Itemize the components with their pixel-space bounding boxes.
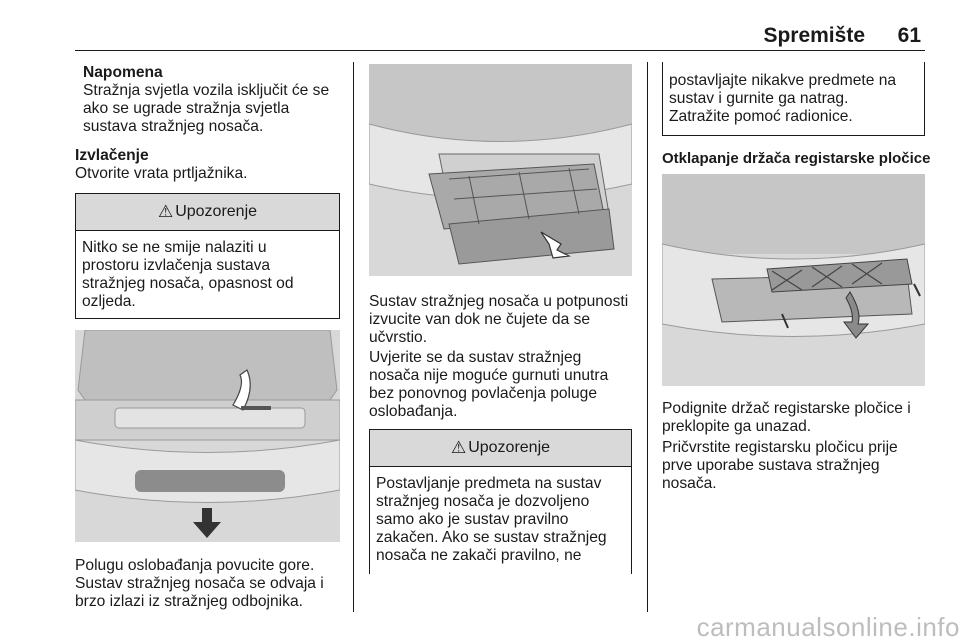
warning-triangle-icon: ⚠ [157, 202, 174, 221]
warning-title: Upozorenje [175, 203, 258, 220]
warning-title: Upozorenje [468, 439, 551, 456]
section-title: Spremište [763, 24, 865, 47]
para-line: bez ponovnog povlačenja poluge [369, 385, 598, 402]
warning-line: prostoru izvlačenja sustava [82, 257, 271, 274]
caption-line: Sustav stražnjeg nosača se odvaja i [75, 575, 324, 592]
footer-watermark: carmanualsonline.info [696, 612, 960, 642]
para-line: preklopite ga unazad. [662, 418, 812, 435]
note-block [75, 64, 345, 136]
warning-header [76, 194, 339, 231]
para-line: učvrstio. [369, 329, 428, 346]
illustration-release-lever [75, 330, 340, 542]
warning-line: postavljajte nikakve predmete na [669, 72, 897, 89]
warning-line: Nitko se ne smije nalaziti u [82, 239, 267, 256]
para-line: Pričvrstite registarsku pločicu prije [662, 439, 898, 456]
para-attach-plate [662, 439, 932, 493]
warning-line: Zatražite pomoć radionice. [669, 108, 853, 125]
open-tailgate-text: Otvorite vrata prtljažnika. [75, 165, 248, 182]
warning-triangle-icon: ⚠ [450, 438, 467, 457]
note-title: Napomena [83, 64, 163, 81]
para-line: Uvjerite se da sustav stražnjeg [369, 349, 582, 366]
note-line: sustava stražnjeg nosača. [83, 118, 264, 135]
illustration-carrier-extended [369, 64, 632, 276]
para-extend-fully [369, 293, 644, 347]
warning-header [370, 430, 631, 467]
caption-line: brzo izlazi iz stražnjeg odbojnika. [75, 593, 303, 610]
para-line: izvucite van dok ne čujete da se [369, 311, 591, 328]
warning-line: zakačen. Ako se sustav stražnjeg [376, 529, 607, 546]
page-header [75, 22, 925, 51]
section-heading-plate-holder: Otklapanje držača registarske pločice [662, 150, 931, 167]
warning-body [370, 467, 631, 573]
para-line: oslobađanja. [369, 403, 458, 420]
warning-line: stražnjeg nosača je dozvoljeno [376, 493, 590, 510]
warning-line: nosača ne zakači pravilno, ne [376, 547, 582, 564]
illustration-plate-holder [662, 174, 925, 386]
warning-line: Postavljanje predmeta na sustav [376, 475, 602, 492]
warning-line: samo ako je sustav pravilno [376, 511, 569, 528]
para-lift-holder [662, 400, 932, 436]
para-line: nosača nije moguće gurnuti unutra [369, 367, 609, 384]
warning-line: stražnjeg nosača, opasnost od [82, 275, 294, 292]
para-line: Podignite držač registarske pločice i [662, 400, 911, 417]
section-heading-extraction: Izvlačenje [75, 147, 149, 164]
column-divider-1 [353, 62, 354, 612]
note-line: Stražnja svjetla vozila isključit će se [83, 82, 330, 99]
caption-release-lever [75, 557, 345, 611]
warning-box-1 [75, 193, 340, 319]
warning-line: ozljeda. [82, 293, 136, 310]
warning-box-2 [369, 429, 632, 574]
para-check-locked [369, 349, 644, 421]
para-line: Sustav stražnjeg nosača u potpunosti [369, 293, 629, 310]
warning-body [76, 231, 339, 319]
note-line: ako se ugrade stražnja svjetla [83, 100, 290, 117]
column-divider-2 [647, 62, 648, 612]
warning-line: sustav i gurnite ga natrag. [669, 90, 849, 107]
caption-line: Polugu oslobađanja povucite gore. [75, 557, 315, 574]
para-line: prve uporabe sustava stražnjeg [662, 457, 880, 474]
page-number: 61 [897, 24, 921, 47]
warning-box-2-continued [662, 62, 925, 136]
warning-body [663, 62, 924, 134]
para-line: nosača. [662, 475, 717, 492]
